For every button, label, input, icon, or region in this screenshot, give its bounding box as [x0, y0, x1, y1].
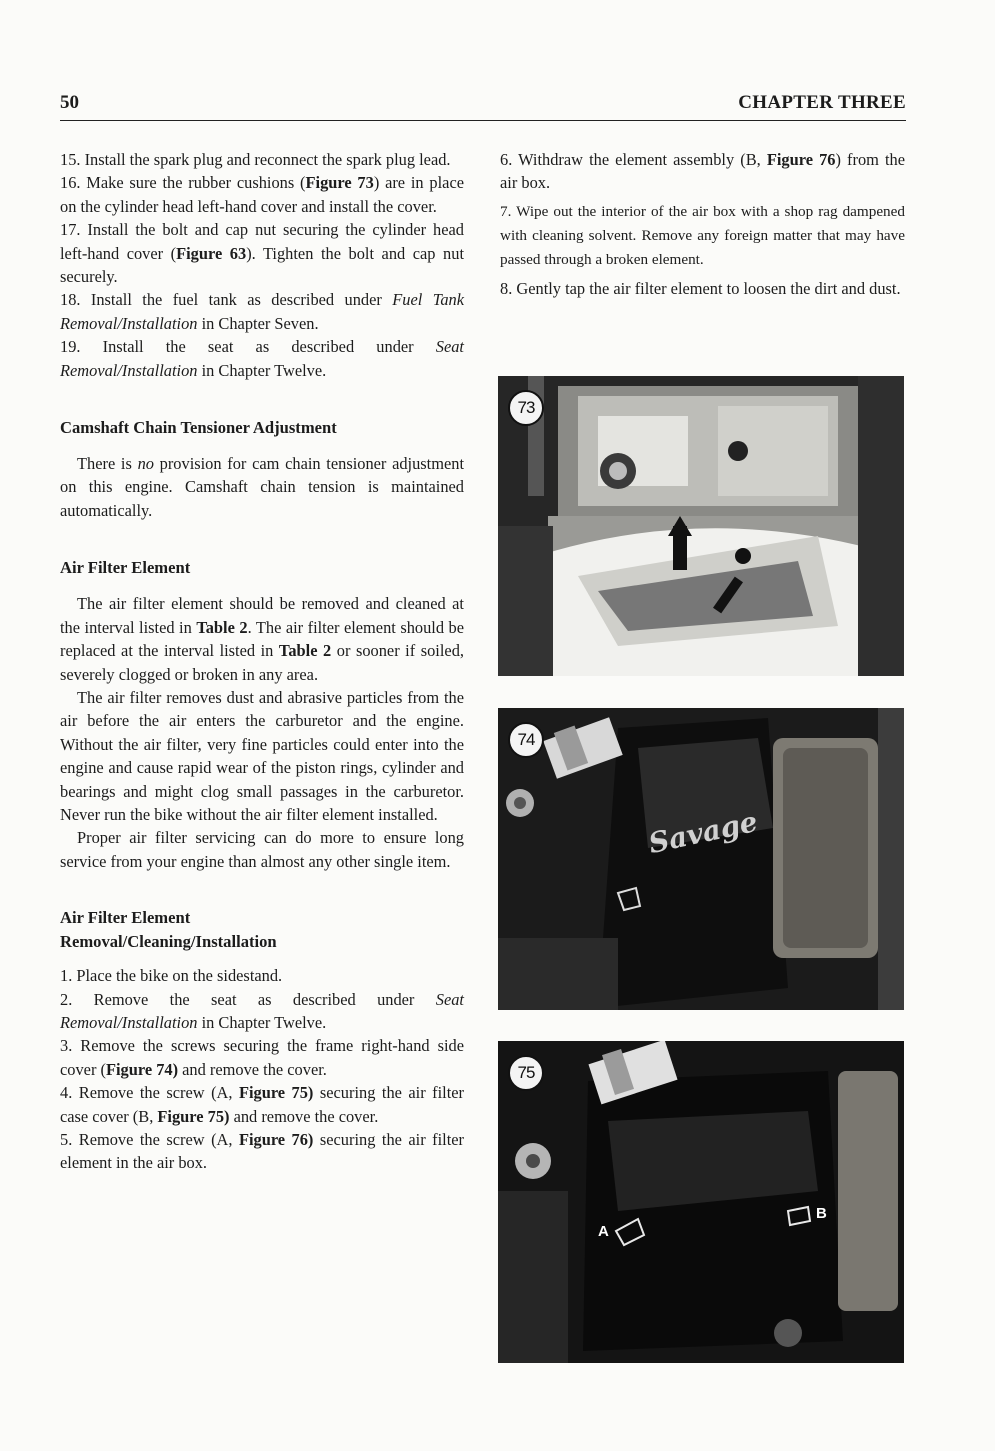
table-ref: Table 2 [278, 641, 332, 661]
air-filter-p1: The air filter element should be removed and cleaned at the interval listed in Table 2. The air filter element should be replaced at the interval listed in Table 2 or sooner if soiled, severely clogged or broken in any area. [60, 594, 464, 684]
side-cover-image [498, 708, 904, 1010]
air-filter-p2: The air filter removes dust and abrasive particles from the air before the air enters the carburetor and the engine. Without the air filter, very fine particles could enter into the engine and cause rapid wear of the piston rings, cylinder and bearings and might clog small passages in the carburetor. Never run the bike without the air filter element installed. [60, 687, 464, 824]
figure-ref: Figure 63 [176, 243, 247, 263]
step-19: 19. Install the seat as described under Seat Removal/Installation in Chapter Twelve. [60, 337, 464, 380]
right-column [500, 148, 905, 300]
callout-a: A [598, 1223, 609, 1240]
figure-ref: Figure 73 [305, 173, 374, 193]
figure-number-badge: 73 [508, 390, 544, 426]
figure-ref: Figure 75) [238, 1083, 314, 1103]
figure-ref: Figure 75) [157, 1106, 230, 1126]
section-ref: Fuel Tank Removal/Installation [60, 290, 464, 333]
cam-heading: Camshaft Chain Tensioner Adjustment [60, 418, 337, 438]
air-filter-case-image [498, 1041, 904, 1363]
air-filter-p3: Proper air filter servicing can do more to ensure long service from your engine than almost any other single item. [60, 828, 464, 871]
section-ref: Seat Removal/Installation [60, 989, 464, 1032]
removal-step-7: 7. Wipe out the interior of the air box with a shop rag dampened with cleaning solvent. Remove any foreign matter that may have passed through a broken element. [500, 202, 905, 268]
figure-73-photo [498, 376, 904, 676]
left-column [60, 148, 464, 1175]
callout-b: B [816, 1205, 827, 1222]
removal-step-2: 2. Remove the seat as described under Seat Removal/Installation in Chapter Twelve. [60, 989, 464, 1032]
air-filter-heading: Air Filter Element [60, 558, 191, 578]
removal-step-5: 5. Remove the screw (A, Figure 76) securing the air filter element in the air box. [60, 1130, 464, 1173]
step-15: 15. Install the spark plug and reconnect the spark plug lead. [60, 150, 451, 169]
figure-74-photo [498, 708, 904, 1010]
page-header [60, 92, 906, 121]
removal-step-3: 3. Remove the screws securing the frame right-hand side cover (Figure 74) and remove the cover. [60, 1036, 464, 1079]
figure-number-badge: 75 [508, 1055, 544, 1091]
table-ref: Table 2 [196, 617, 248, 637]
page-number: 50 [60, 92, 79, 113]
step-16: 16. Make sure the rubber cushions (Figure 73) are in place on the cylinder head left-hand cover and install the cover. [60, 173, 464, 216]
removal-step-4: 4. Remove the screw (A, Figure 75) securing the air filter case cover (B, Figure 75) and remove the cover. [60, 1083, 464, 1126]
figure-75-photo [498, 1041, 904, 1363]
step-18: 18. Install the fuel tank as described under Fuel Tank Removal/Installation in Chapter Seven. [60, 290, 464, 333]
removal-step-8: 8. Gently tap the air filter element to loosen the dirt and dust. [500, 278, 901, 298]
figure-ref: Figure 76 [766, 150, 836, 169]
chapter-title: CHAPTER THREE [738, 92, 906, 113]
figure-ref: Figure 74) [105, 1059, 179, 1079]
section-ref: Seat Removal/Installation [60, 337, 464, 380]
figure-ref: Figure 76) [238, 1130, 314, 1149]
savage-logo: Savage [645, 804, 761, 861]
engine-cylinder-head-image [498, 376, 904, 676]
step-17: 17. Install the bolt and cap nut securing the cylinder head left-hand cover (Figure 63). Tighten the bolt and cap nut securely. [60, 220, 464, 287]
removal-step-6: 6. Withdraw the element assembly (B, Figure 76) from the air box. [500, 150, 906, 193]
removal-step-1: 1. Place the bike on the sidestand. [60, 966, 283, 986]
figure-number-badge: 74 [508, 722, 544, 758]
removal-heading: Air Filter Element Removal/Cleaning/Installation [60, 908, 277, 952]
cam-text: There is no provision for cam chain tensioner adjustment on this engine. Camshaft chain tension is maintained automatically. [60, 454, 465, 520]
